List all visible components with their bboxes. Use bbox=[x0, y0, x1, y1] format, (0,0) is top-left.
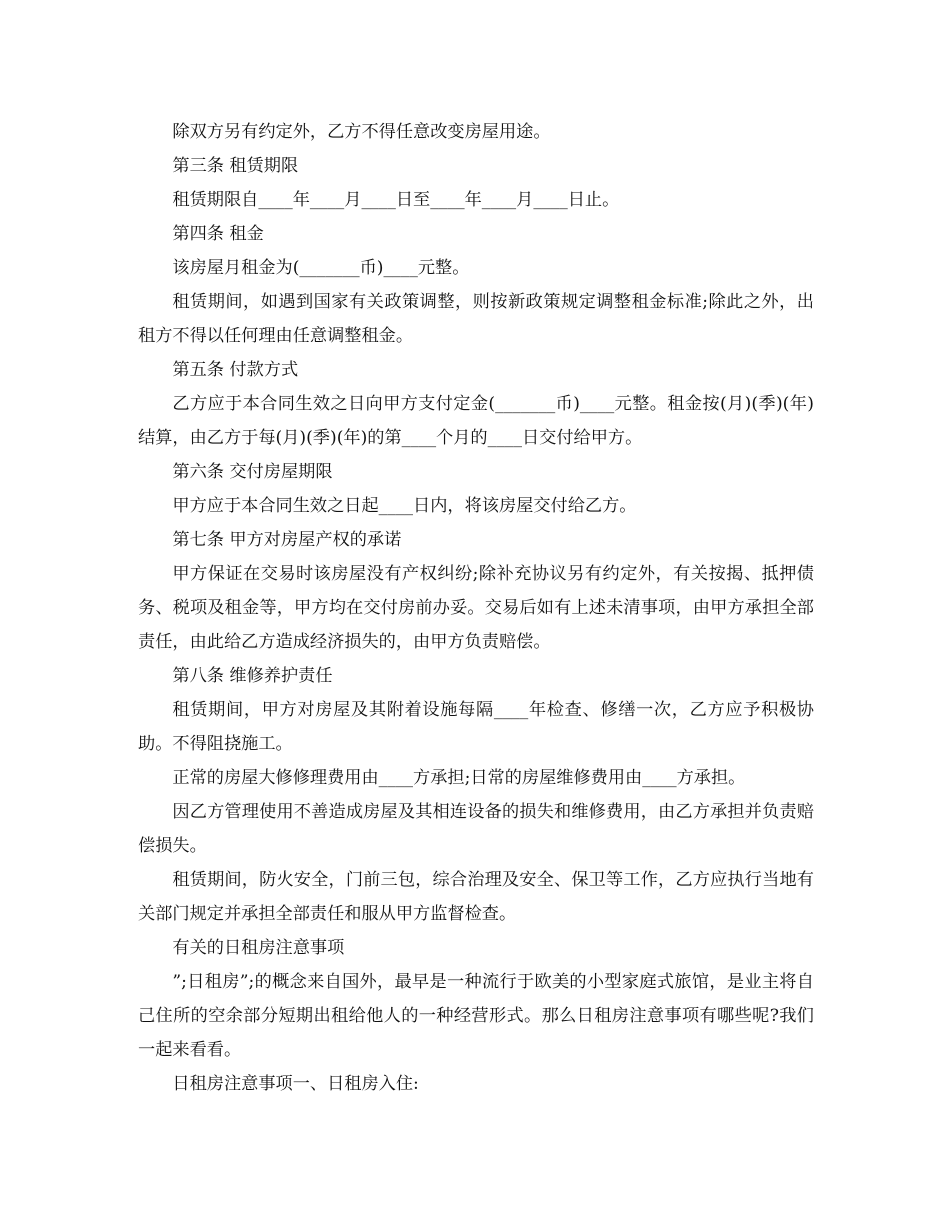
paragraph-daily-rental-item-1: 日租房注意事项一、日租房入住: bbox=[172, 1074, 419, 1094]
paragraph-daily-rental-intro: ”;日租房”;的概念来自国外，最早是一种流行于欧美的小型家庭式旅馆，是业主将自己住所的空余部分短期出租给他人的一种经营形式。那么日租房注意事项有哪些呢?我们一起来看看。 bbox=[138, 972, 814, 1060]
paragraph-safety-duties: 租赁期间，防火安全，门前三包，综合治理及安全、保卫等工作，乙方应执行当地有关部门规定并承担全部责任和服从甲方监督检查。 bbox=[138, 870, 814, 924]
paragraph-inspection: 租赁期间，甲方对房屋及其附着设施每隔____年检查、修缮一次，乙方应予积极协助。不得阻挠施工。 bbox=[138, 700, 814, 754]
paragraph-damage-liability: 因乙方管理使用不善造成房屋及其相连设备的损失和维修费用，由乙方承担并负责赔偿损失。 bbox=[138, 802, 814, 856]
heading-article-5: 第五条 付款方式 bbox=[172, 360, 299, 380]
heading-article-4: 第四条 租金 bbox=[172, 224, 264, 244]
heading-article-8: 第八条 维修养护责任 bbox=[172, 666, 333, 686]
paragraph-property-warranty: 甲方保证在交易时该房屋没有产权纠纷;除补充协议另有约定外，有关按揭、抵押债务、税项及租金等，甲方均在交付房前办妥。交易后如有上述未清事项，由甲方承担全部责任，由此给乙方造成经济损失的，由甲方负责赔偿。 bbox=[138, 564, 814, 652]
paragraph-lease-term: 租赁期限自____年____月____日至____年____月____日止。 bbox=[172, 190, 620, 210]
heading-daily-rental-notes: 有关的日租房注意事项 bbox=[172, 938, 345, 958]
paragraph-repair-costs: 正常的房屋大修修理费用由____方承担;日常的房屋维修费用由____方承担。 bbox=[172, 768, 746, 788]
heading-article-3: 第三条 租赁期限 bbox=[172, 156, 299, 176]
paragraph-payment-method: 乙方应于本合同生效之日向甲方支付定金(_______币)____元整。租金按(月)(季)(年)结算，由乙方于每(月)(季)(年)的第____个月的____日交付给甲方。 bbox=[138, 394, 814, 448]
paragraph-delivery-term: 甲方应于本合同生效之日起____日内，将该房屋交付给乙方。 bbox=[172, 496, 637, 516]
paragraph-monthly-rent: 该房屋月租金为(_______币)____元整。 bbox=[172, 258, 470, 278]
heading-article-6: 第六条 交付房屋期限 bbox=[172, 462, 333, 482]
document-body bbox=[138, 115, 814, 1101]
paragraph-usage-clause: 除双方另有约定外，乙方不得任意改变房屋用途。 bbox=[172, 122, 551, 142]
paragraph-rent-adjustment: 租赁期间，如遇到国家有关政策调整，则按新政策规定调整租金标准;除此之外，出租方不得以任何理由任意调整租金。 bbox=[138, 292, 814, 346]
heading-article-7: 第七条 甲方对房屋产权的承诺 bbox=[172, 530, 402, 550]
